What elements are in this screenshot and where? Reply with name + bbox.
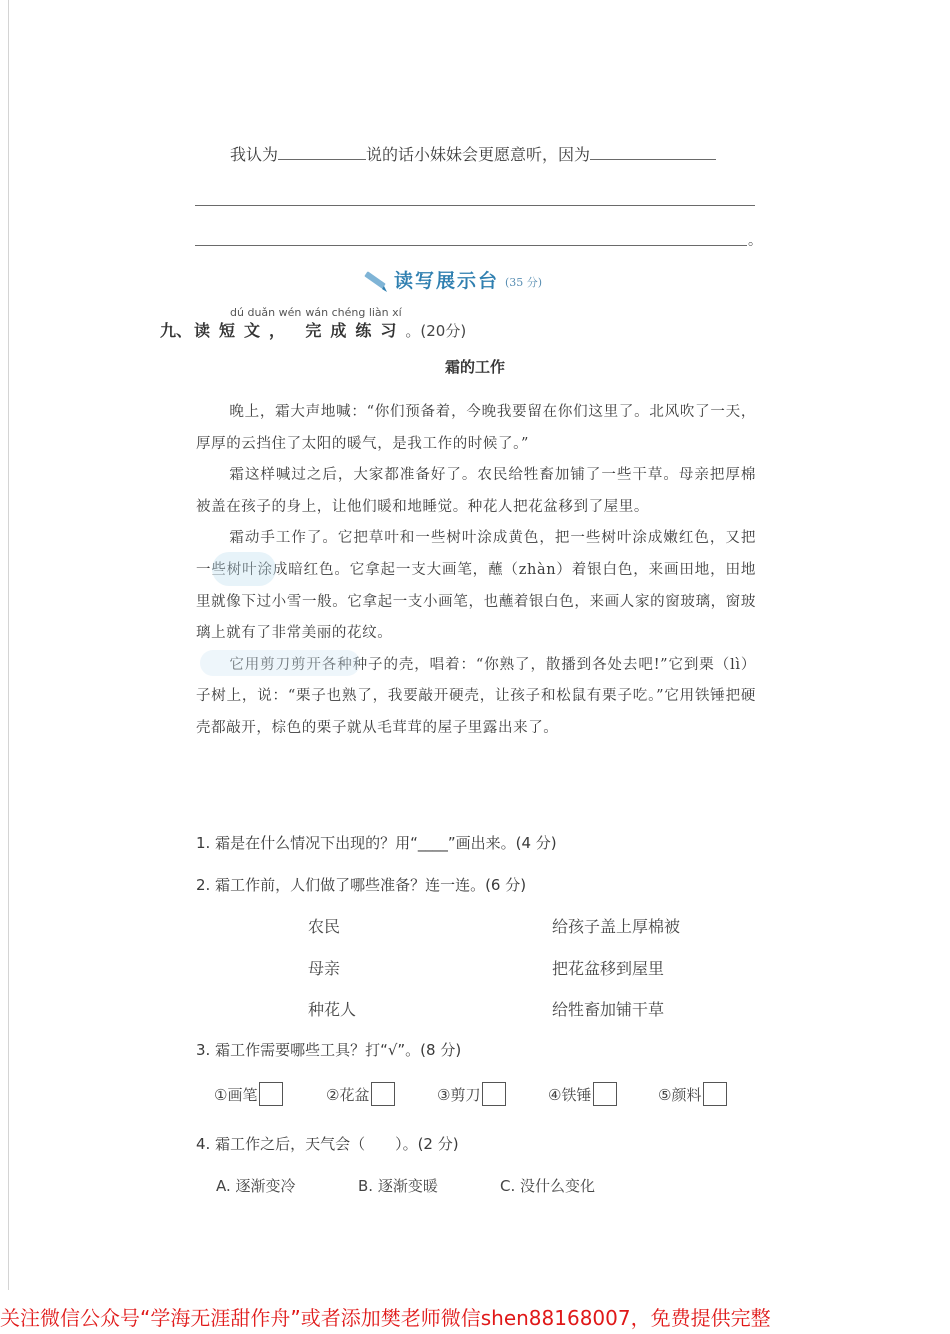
hanzi: 读短文， xyxy=(194,321,295,340)
story-paragraph: 它用剪刀剪开各种种子的壳，唱着：“你熟了，散播到各处去吧!”它到栗（lì）子树上，说：“栗子也熟了，我要敲开硬壳，让孩子和松鼠有栗子吃。”它用铁锤把硬壳都敲开，棕色的栗子就从毛茸茸的屋子里露出来了。 xyxy=(196,656,756,736)
match-left-item[interactable]: 农民 xyxy=(308,917,341,936)
story-text xyxy=(196,397,756,745)
check-box[interactable] xyxy=(371,1082,395,1106)
pencil-icon xyxy=(362,267,388,293)
tool-option xyxy=(214,1082,283,1106)
story-paragraph: 霜这样喊过之后，大家都准备好了。农民给牲畜加铺了一些干草。母亲把厚棉被盖在孩子的身上，让他们暖和地睡觉。种花人把花盆移到了屋里。 xyxy=(196,467,756,515)
hanzi: 完成练习 xyxy=(305,321,406,340)
ruby-group xyxy=(305,306,405,342)
section-score: (35 分) xyxy=(505,275,543,289)
tool-option xyxy=(326,1082,395,1106)
check-box[interactable] xyxy=(703,1082,727,1106)
match-left-item[interactable]: 种花人 xyxy=(308,1000,357,1019)
question-3: 3. 霜工作需要哪些工具？打“√”。(8 分) xyxy=(196,1041,462,1059)
question-1: 1. 霜是在什么情况下出现的？用“____”画出来。(4 分) xyxy=(196,834,557,852)
check-box[interactable] xyxy=(482,1082,506,1106)
match-right-item[interactable]: 给孩子盖上厚棉被 xyxy=(552,917,681,936)
pinyin: dú duǎn wén xyxy=(230,306,302,319)
tool-option xyxy=(658,1082,727,1106)
tool-label: ④铁锤 xyxy=(548,1085,592,1104)
story-paragraph: 霜动手工作了。它把草叶和一些树叶涂成黄色，把一些树叶涂成嫩红色，又把一些树叶涂成暗红色。它拿起一支大画笔，蘸（zhàn）着银白色，来画田地，田地里就像下过小雪一般。它拿起一支小画笔，也蘸着银白色，来画人家的窗玻璃，窗玻璃上就有了非常美丽的花纹。 xyxy=(196,530,756,642)
tool-label: ③剪刀 xyxy=(437,1085,481,1104)
tool-label: ①画笔 xyxy=(214,1085,258,1104)
pinyin: wán chéng liàn xí xyxy=(305,306,402,319)
choice-b[interactable]: B. 逐渐变暖 xyxy=(358,1177,438,1195)
answer-blank[interactable] xyxy=(278,143,366,160)
footer-banner: 关注微信公众号“学海无涯甜作舟”或者添加樊老师微信shen88168007，免费提供完整 xyxy=(0,1306,771,1330)
match-right-item[interactable]: 给牲畜加铺干草 xyxy=(552,1000,665,1019)
question-2: 2. 霜工作前，人们做了哪些准备？连一连。(6 分) xyxy=(196,876,527,894)
answer-blank[interactable] xyxy=(590,143,716,160)
tool-option xyxy=(548,1082,617,1106)
question-9-heading xyxy=(160,306,466,342)
opinion-sentence xyxy=(230,142,716,165)
page-edge-rule xyxy=(8,0,9,1290)
tool-label: ⑤颜料 xyxy=(658,1085,702,1104)
question-score: 。(20分) xyxy=(405,322,467,340)
ruby-group xyxy=(194,306,301,342)
section-title: 读写展示台 xyxy=(394,270,500,292)
question-number: 九、 xyxy=(160,321,193,340)
check-box[interactable] xyxy=(593,1082,617,1106)
match-right-item[interactable]: 把花盆移到屋里 xyxy=(552,959,665,978)
choice-a[interactable]: A. 逐渐变冷 xyxy=(216,1177,296,1195)
story-title: 霜的工作 xyxy=(444,358,505,376)
opinion-middle: 说的话小妹妹会更愿意听，因为 xyxy=(366,145,591,164)
check-box[interactable] xyxy=(259,1082,283,1106)
match-left-item[interactable]: 母亲 xyxy=(308,959,341,978)
end-mark: 。 xyxy=(748,233,762,249)
section-banner xyxy=(362,266,542,293)
tool-label: ②花盆 xyxy=(326,1085,370,1104)
question-4: 4. 霜工作之后，天气会（ ）。(2 分) xyxy=(196,1135,459,1153)
choice-c[interactable]: C. 没什么变化 xyxy=(500,1177,596,1195)
tool-option xyxy=(437,1082,506,1106)
answer-line[interactable] xyxy=(195,205,755,206)
opinion-prefix: 我认为 xyxy=(230,145,279,164)
answer-line[interactable] xyxy=(195,245,747,246)
story-paragraph: 晚上，霜大声地喊：“你们预备着，今晚我要留在你们这里了。北风吹了一天，厚厚的云挡住了太阳的暖气，是我工作的时候了。” xyxy=(196,404,756,452)
